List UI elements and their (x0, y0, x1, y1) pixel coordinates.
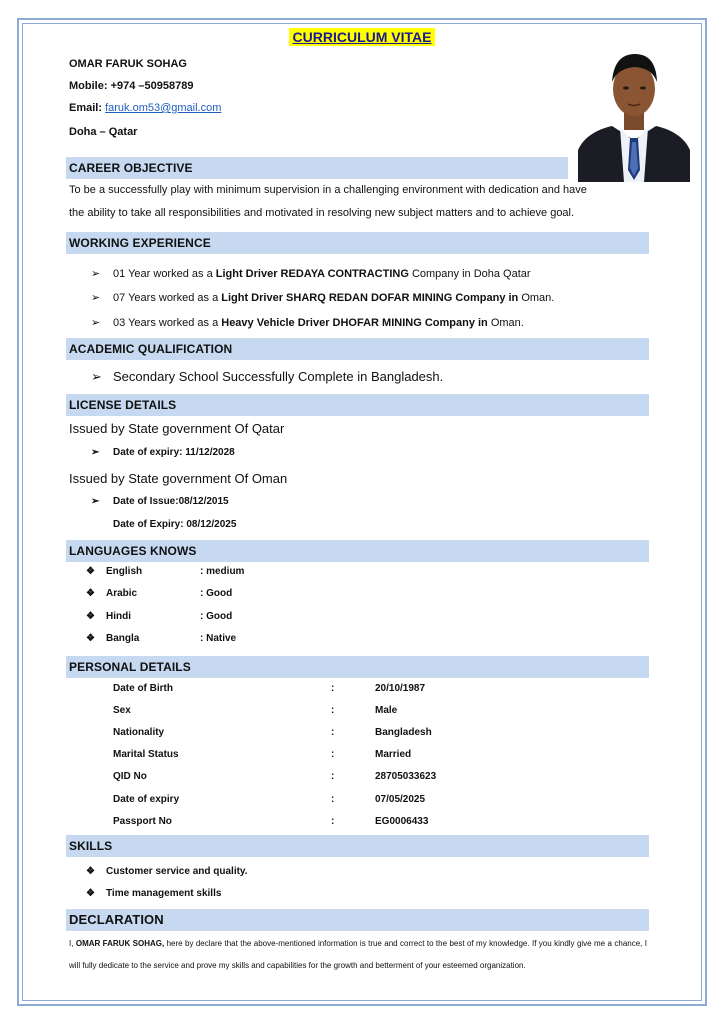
declaration-text (69, 933, 647, 977)
email-label: Email: (69, 102, 103, 114)
skill-item (86, 888, 221, 899)
personal-key: QID No (113, 771, 147, 782)
declaration-body: here by declare that the above-mentioned information is true and correct to the best of my knowledge. If you kindly give me a chance, I will fully dedicate to the service and prove my skills and capabilities for the growth and betterment of your esteemed organization. (69, 939, 648, 970)
language-level: : Native (200, 633, 237, 644)
academic-text: Secondary School Successfully Complete in Bangladesh. (113, 369, 444, 384)
personal-value: 20/10/1987 (375, 683, 426, 694)
license-issuer-qatar: Issued by State government Of Qatar (69, 421, 285, 436)
experience-location: Oman. (487, 317, 524, 329)
arrow-bullet-icon: ➢ (91, 268, 101, 280)
diamond-bullet-icon: ❖ (86, 866, 95, 877)
language-level: : medium (200, 566, 245, 577)
experience-employer: Heavy Vehicle Driver DHOFAR MINING Company in (221, 317, 488, 329)
personal-row (113, 727, 432, 738)
section-skills: SKILLS (66, 835, 649, 857)
language-item (86, 611, 232, 622)
oman-expiry-date: Date of Expiry: 08/12/2025 (113, 519, 237, 530)
diamond-bullet-icon: ❖ (86, 611, 95, 622)
mobile-label: Mobile: (69, 80, 108, 92)
experience-employer: Light Driver REDAYA CONTRACTING (215, 268, 409, 280)
personal-value: Male (375, 705, 398, 716)
personal-row (113, 794, 425, 805)
personal-key: Sex (113, 705, 131, 716)
personal-value: EG0006433 (375, 816, 429, 827)
personal-row (113, 816, 428, 827)
experience-text: 01 Year worked as a (113, 268, 216, 280)
personal-value: Married (375, 749, 412, 760)
personal-row (113, 705, 397, 716)
language-level: : Good (200, 588, 233, 599)
language-name: Hindi (106, 611, 131, 622)
section-languages: LANGUAGES KNOWS (66, 540, 649, 562)
email-link[interactable]: faruk.om53@gmail.com (105, 102, 222, 114)
career-line-1: To be a successfully play with minimum supervision in a challenging environment with dedication and have (69, 184, 587, 196)
experience-item (91, 316, 524, 329)
applicant-name: OMAR FARUK SOHAG (69, 58, 187, 70)
diamond-bullet-icon: ❖ (86, 566, 95, 577)
license-item (91, 496, 229, 507)
personal-key: Nationality (113, 727, 165, 738)
personal-row (113, 749, 411, 760)
academic-item (91, 369, 443, 385)
language-level: : Good (200, 611, 233, 622)
personal-value: 28705033623 (375, 771, 437, 782)
skill-text: Customer service and quality. (106, 866, 248, 877)
section-personal-details: PERSONAL DETAILS (66, 656, 649, 678)
license-item (91, 447, 235, 458)
personal-value: Bangladesh (375, 727, 432, 738)
language-item (86, 633, 236, 644)
personal-value: 07/05/2025 (375, 794, 426, 805)
personal-row (113, 771, 436, 782)
experience-item (91, 291, 554, 304)
career-line-2: the ability to take all responsibilities and motivated in resolving new subject matters and to achieve goal. (69, 207, 575, 219)
experience-location: Company in Doha Qatar (408, 268, 531, 280)
language-name: Arabic (106, 588, 138, 599)
experience-location: Oman. (518, 292, 555, 304)
language-item (86, 588, 232, 599)
language-name: English (106, 566, 143, 577)
personal-key: Date of Birth (113, 683, 173, 694)
document-title: CURRICULUM VITAE (289, 28, 436, 46)
personal-colon: : (331, 794, 335, 805)
license-issuer-oman: Issued by State government Of Oman (69, 471, 288, 486)
person-portrait-icon (578, 42, 690, 182)
personal-colon: : (331, 749, 335, 760)
qatar-expiry: Date of expiry: 11/12/2028 (113, 447, 235, 458)
personal-colon: : (331, 816, 335, 827)
personal-key: Date of expiry (113, 794, 180, 805)
experience-text: 07 Years worked as a (113, 292, 222, 304)
experience-text: 03 Years worked as a (113, 317, 222, 329)
email-line (69, 102, 221, 114)
section-career-objective: CAREER OBJECTIVE (66, 157, 568, 179)
personal-key: Marital Status (113, 749, 179, 760)
personal-colon: : (331, 683, 335, 694)
arrow-bullet-icon: ➢ (91, 447, 100, 458)
diamond-bullet-icon: ❖ (86, 888, 95, 899)
language-name: Bangla (106, 633, 140, 644)
section-declaration: DECLARATION (66, 909, 649, 931)
arrow-bullet-icon: ➢ (91, 292, 101, 304)
oman-issue-date: Date of Issue:08/12/2015 (113, 496, 229, 507)
personal-row (113, 683, 425, 694)
section-license-details: LICENSE DETAILS (66, 394, 649, 416)
experience-item (91, 267, 531, 280)
location: Doha – Qatar (69, 126, 138, 138)
declaration-name: OMAR FARUK SOHAG, (75, 939, 165, 948)
profile-photo (578, 42, 690, 182)
mobile-number: +974 –50958789 (110, 80, 194, 92)
diamond-bullet-icon: ❖ (86, 588, 95, 599)
experience-employer: Light Driver SHARQ REDAN DOFAR MINING Company in (221, 292, 519, 304)
personal-colon: : (331, 705, 335, 716)
personal-colon: : (331, 771, 335, 782)
arrow-bullet-icon: ➢ (91, 317, 101, 329)
diamond-bullet-icon: ❖ (86, 633, 95, 644)
mobile-line (69, 80, 193, 92)
personal-key: Passport No (113, 816, 172, 827)
section-academic-qualification: ACADEMIC QUALIFICATION (66, 338, 649, 360)
language-item (86, 566, 244, 577)
arrow-bullet-icon: ➢ (91, 369, 102, 384)
declaration-prefix: I, (69, 939, 76, 948)
personal-colon: : (331, 727, 335, 738)
skill-text: Time management skills (106, 888, 222, 899)
section-working-experience: WORKING EXPERIENCE (66, 232, 649, 254)
arrow-bullet-icon: ➢ (91, 496, 100, 507)
skill-item (86, 866, 248, 877)
